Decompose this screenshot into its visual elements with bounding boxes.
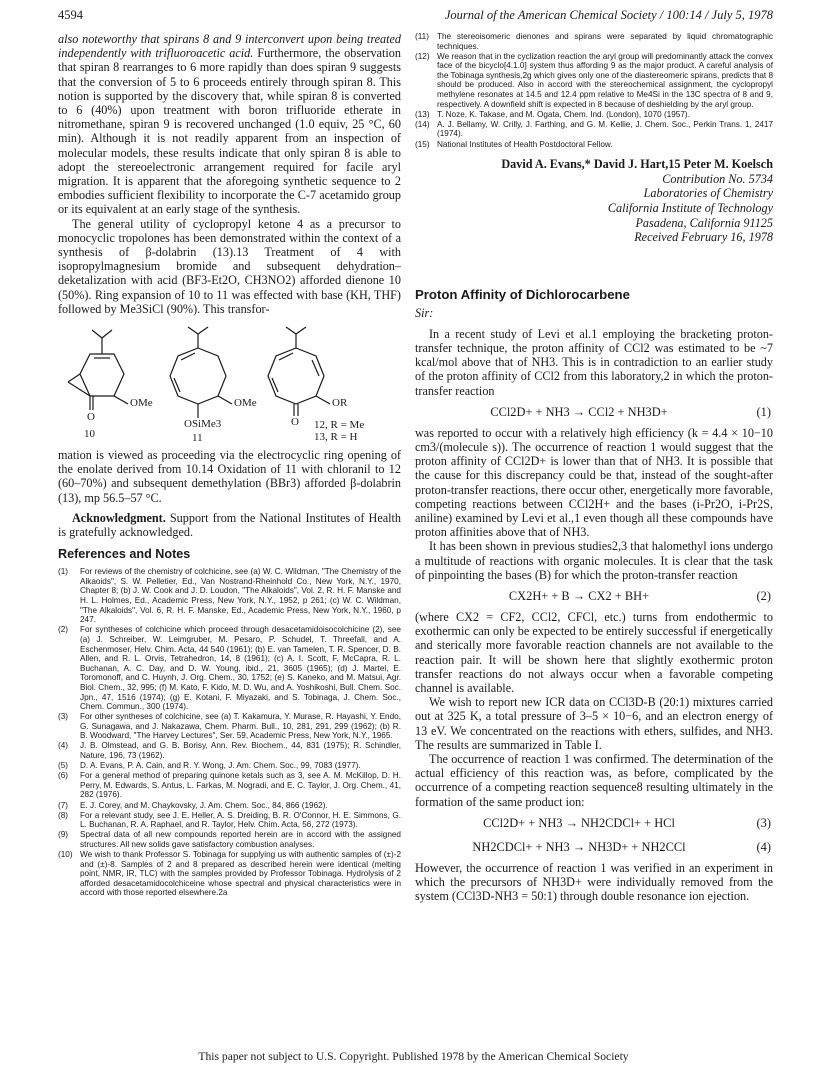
reference-number: (11)	[415, 32, 429, 41]
note-item	[415, 140, 773, 150]
reference-item	[58, 801, 401, 811]
equation-number: (2)	[756, 588, 771, 603]
reference-number: (9)	[58, 830, 69, 840]
paragraph-endothermic: (where CX2 = CF2, CCl2, CFCl, etc.) turns from endothermic to exothermic can only be expected to be entirely successful if energetically and sterically more favorable reaction channels are not available to the reaction pair. It will be shown here that slightly exothermic proton transfer reactions do not always occur when a favorable competing channel is available.	[415, 609, 773, 695]
reference-item	[58, 771, 401, 800]
author-names: David A. Evans,* David J. Hart,15 Peter M. Koelsch	[501, 157, 773, 172]
reference-text: E. J. Corey, and M. Chaykovsky, J. Am. Chem. Soc., 84, 866 (1962).	[80, 800, 328, 810]
reference-number: (5)	[58, 761, 69, 771]
copyright-footer: This paper not subject to U.S. Copyright. Published 1978 by the American Chemical Society	[198, 1050, 629, 1063]
paragraph-efficiency: was reported to occur with a relatively high efficiency (k = 4.4 × 10−10 cm3/(molecule s)). The occurrence of reaction 1 would suggest that the proton affinity of CCl2D+ is lower than that of NH3. It is possible that the cause for this discrepancy could be that, instead of the sought-after proton-transfer reactions, there occur other, energetically more favorable, competing reactions between CCl2H+ and the bases (i-Pr2O, i-Pr2S, aniline) examined by Levi et al.,1 even though all these compounds have proton affinities above that of NH3.	[415, 425, 773, 540]
signature-block	[415, 157, 773, 245]
reference-text: For other syntheses of colchicine, see (a) T. Kakamura, Y. Murase, R. Hayashi, Y. Endo, G. Sunagawa, and J. Nakazawa, Chem. Pharm. Bull., 10, 281, 291, 299 (1962); (b) R. B. Woodward, "The Harvey Lectures", Ser. 59, Academic Press, New York, N.Y., 1965.	[80, 712, 401, 741]
reference-item	[58, 830, 401, 849]
address-line: Laboratories of Chemistry	[643, 186, 773, 201]
equation-text: CCl2D+ + NH3 → NH2CDCl+ + HCl	[483, 815, 675, 830]
reference-item	[58, 567, 401, 625]
paragraph-intro: In a recent study of Levi et al.1 employing the bracketing proton-transfer technique, the proton affinity of CCl2 was estimated to be ~7 kcal/mol above that of NH3. This is in contradiction to an earlier study of the proton affinity of CCl2 from this laboratory,2 in which the proton-transfer reaction	[415, 326, 773, 398]
reference-text: For a relevant study, see J. E. Heller, A. S. Dreiding, B. R. O'Connor, H. E. Simmons, G. L. Buchanan, R. A. Raphael, and R. Taylor, Helv. Chim. Acta, 56, 272 (1973).	[80, 810, 401, 830]
reference-text: J. B. Olmstead, and G. B. Borisy, Ann. Rev. Biochem., 44, 831 (1975); R. Schindler, Nature, 196, 73 (1962).	[80, 741, 401, 761]
page-number: 4594	[58, 8, 83, 22]
equation-text: CX2H+ + B → CX2 + BH+	[508, 588, 650, 603]
reference-number: (14)	[415, 119, 430, 129]
compound-number-10: 10	[84, 428, 95, 441]
right-column	[415, 32, 773, 903]
label-osime3: OSiMe3	[184, 418, 222, 431]
paragraph-dolabrin: The general utility of cyclopropyl ketone 4 as a precursor to monocyclic tropolones has been demonstrated within the context of a synthesis of β-dolabrin (13).13 Treatment of 4 with isopropylmagnesium bromide and subsequent dehydration–deketalization with acid (BF3-Et2O, CH3NO2) afforded dienone 10 (50%). Ring expansion of 10 to 11 was effected with base (KH, THF) followed by Me3SiCl (90%). This transfor-	[58, 216, 401, 316]
notes-list	[415, 32, 773, 149]
reference-number: (15)	[415, 139, 430, 149]
paragraph-spirans	[58, 32, 401, 217]
reference-number: (7)	[58, 800, 69, 810]
reference-number: (6)	[58, 771, 69, 781]
compound-number-11: 11	[192, 432, 203, 445]
note-item	[415, 32, 773, 51]
ack-text: Support from the National Institutes of Health is gratefully acknowledged.	[58, 510, 401, 540]
reference-number: (4)	[58, 741, 69, 751]
address-line: California Institute of Technology	[607, 200, 773, 215]
paragraph-icr-data: We wish to report new ICR data on CCl3D-B (20:1) mixtures carried out at 325 K, a total pressure of 3–5 × 10−6, and an electron energy of 13 eV. We concentrated on the reactions with ethers, sulfides, and NH3. The results are summarized in Table I.	[415, 695, 773, 752]
left-column	[58, 32, 401, 898]
label-o-10: O	[87, 411, 95, 424]
references-list	[58, 567, 401, 898]
ring-11	[170, 348, 226, 404]
label-ome-11: OMe	[234, 397, 257, 410]
reference-text: For reviews of the chemistry of colchicine, see (a) W. C. Wildman, "The Chemistry of the Alkaoids", S. W. Pelletier, Ed., Van Nostrand-Rheinhold Co., New York, N.Y., 1970, Chapter 8; (b) J. W. Cook and J. D. Loudon, "The Alkaloids", Vol. 2, R. H. F. Manske and H. L. Holmes, Ed., Academic Press, New York, N.Y., 1952, p 261; (c) W. C. Wildman, "The Alkaloids", Vol. 6, R. H. F. Manske, Ed., Academic Press, New York, N.Y., 1960, p 247.	[80, 567, 401, 625]
reference-text: T. Noze, K. Takase, and M. Ogata, Chem. Ind. (London), 1070 (1957).	[437, 109, 690, 119]
label-o-12: O	[291, 416, 299, 429]
ring-10	[80, 354, 124, 396]
reference-number: (10)	[58, 850, 73, 859]
reference-text: Spectral data of all new compounds reported herein are in accord with the assigned structures. All new solids gave satisfactory combustion analyses.	[80, 830, 401, 849]
equation-number: (1)	[756, 404, 771, 419]
chemical-structures	[58, 324, 401, 444]
article-title: Proton Affinity of Dichlorocarbene	[415, 286, 630, 302]
reference-number: (12)	[415, 51, 430, 61]
equation-text: CCl2D+ + NH3 → CCl2 + NH3D+	[490, 404, 668, 419]
compound-number-13: 13, R = H	[314, 431, 358, 444]
reference-item	[58, 625, 401, 711]
note-item	[415, 110, 773, 120]
reference-text: A. J. Bellamy, W. Crilly, J. Farthing, and G. M. Kellie, J. Chem. Soc., Perkin Trans. 1, 2417 (1974).	[437, 119, 773, 139]
equation-text: NH2CDCl+ + NH3 → NH3D+ + NH2CCl	[472, 839, 686, 854]
equation-2	[415, 586, 773, 606]
reference-text: For syntheses of colchicine which proceed through desacetamidoisocolchicine (2), see (a) J. Schreiber, W. Leimgruber, M. Pesaro, P. Schudel, T. Threefall, and A. Eschenmoser, Helv. Chim. Acta, 44 540 (1961); (b) E. van Tamelen, T. R. Spencer, D. B. Allen, and R. L. Orvis, Tetrahedron, 14, 8 (1961); (c) A. I. Scott, F. McCapra, R. L. Buchanan, A. C. Day, and D. W. Young, ibid., 21, 3605 (1965); (d) J. Martel, E. Toromonoff, and C. Huynh, J. Org. Chem., 30, 1752; (e) S. Kaneko, and M. Matsui, Agr. Biol. Chem., 32, 995; (f) M. Kato, F. Kido, M. D. Wu, and A. Yoshikoshi, Bull. Chem. Soc. Jpn., 47, 1516 (1974); (g) E. Kotani, F. Miyazaki, and S. Tobinaga, J. Chem. Soc., Chem. Commun., 300 (1974).	[80, 625, 401, 712]
reference-item	[58, 741, 401, 760]
note-item	[415, 52, 773, 110]
equation-number: (3)	[756, 815, 771, 830]
paragraph-occurrence: The occurrence of reaction 1 was confirmed. The determination of the actual efficiency of this reaction was, as before, complicated by the occurrence of a competing reaction sequence8 resulting ultimately in the formation of the same product ion:	[415, 751, 773, 809]
reference-number: (3)	[58, 712, 69, 722]
ring-12	[268, 348, 324, 404]
paragraph-halomethyl: It has been shown in previous studies2,3 that halomethyl ions undergo a multitude of reactions with organic molecules. It is clear that the task of pinpointing the bases (B) for which the proton-transfer reaction	[415, 539, 773, 582]
reference-text: For a general method of preparing quinone ketals such as 3, see A. M. McKillop, D. H. Perry, M. Edwards, S. Antus, L. Farkas, M. Nogradi, and E. C. Taylor, J. Org. Chem., 41, 282 (1976).	[80, 771, 401, 800]
equation-number: (4)	[756, 839, 771, 854]
equation-4	[415, 837, 773, 857]
reference-text: We wish to thank Professor S. Tobinaga for supplying us with authentic samples of (±)-2 and (±)-8. Samples of 2 and 8 prepared as described herein were identical (melting point, NMR, IR, TLC) with the samples provided by Professor Tobinaga. Hydrolysis of 2 afforded desacetamidocolchiceine whose spectral and physical characteristics were in accord with those reported elsewhere.2a	[80, 850, 401, 898]
running-header	[58, 8, 773, 26]
paragraph-verification: However, the occurrence of reaction 1 was verified in an experiment in which the precursors of NH3D+ were individually removed from the system (CCl3D-NH3 = 50:1) through double resonance ion ejection.	[415, 860, 773, 904]
reference-number: (8)	[58, 810, 69, 820]
reference-text: We reason that in the cyclization reaction the aryl group will predominantly attack the convex face of the bicyclo[4.1.0] system thus affording 9 as the major product. A careful analysis of the Tobinaga synthesis,2g which gives only one of the diastereomeric spirans, predicts that 8 should be produced. Also in accord with the stereochemical assignment, the cyclopropyl methylene resonates at 14.5 and 12.4 ppm relative to Me4Si in the 13C spectra of 8 and 9, respectively. A downfield shift is expected in 8 because of deshielding by the aryl group.	[437, 51, 773, 109]
equation-3	[415, 813, 773, 833]
equation-1	[415, 402, 773, 422]
address-line: Pasadena, California 91125	[635, 215, 773, 230]
address-line: Contribution No. 5734	[662, 171, 773, 186]
compound-number-12: 12, R = Me	[314, 419, 365, 432]
paragraph-mechanism: mation is viewed as proceeding via the electrocyclic ring opening of the enolate derived from 10.14 Oxidation of 11 with chloranil to 12 (60–70%) and subsequent demethylation (BBr3) afforded β-dolabrin (13), mp 56.5–57 °C.	[58, 448, 401, 505]
reference-text: National Institutes of Health Postdoctoral Fellow.	[437, 139, 613, 149]
salutation: Sir:	[415, 305, 434, 320]
label-ome-10: OMe	[130, 397, 153, 410]
note-item	[415, 120, 773, 139]
reference-number: (2)	[58, 625, 69, 635]
reference-number: (13)	[415, 109, 430, 119]
reference-item	[58, 761, 401, 771]
ack-label: Acknowledgment.	[72, 510, 166, 525]
acknowledgment	[58, 511, 401, 539]
reference-text: The stereoisomeric dienones and spirans were separated by liquid chromatographic techniques.	[437, 32, 773, 51]
reference-item	[58, 712, 401, 741]
paragraph-text: Furthermore, the observation that spiran 8 rearranges to 6 more rapidly than does spiran 9 suggests that the conversion of 5 to 6 proceeds entirely through spiran 8. This notion is supported by the discovery that, while spiran 8 is converted to 6 (40%) upon treatment with boron trifluoride etherate in nitromethane, spiran 9 is recovered unchanged (1.0 equiv, 25 °C, 60 min). Although it is not readily apparent from an inspection of molecular models, these results indicate that only spiran 8 is able to adopt the stereoelectronic arrangement required for facile aryl migration. It is apparent that the aforegoing synthetic sequence to 2 embodies sufficient flexibility to incorporate the C-7 acetamido group or its equivalent at an early stage of the synthesis.	[58, 46, 401, 217]
received-date: Received February 16, 1978	[634, 230, 773, 245]
reference-item	[58, 811, 401, 830]
reference-number: (1)	[58, 567, 69, 577]
italic-lead: also noteworthy that spirans 8 and 9 interconvert upon being treated independently with trifluoroacetic acid.	[58, 32, 401, 61]
reference-item	[58, 850, 401, 898]
reference-text: D. A. Evans, P. A. Cain, and R. Y. Wong, J. Am. Chem. Soc., 99, 7083 (1977).	[80, 761, 361, 771]
journal-citation: Journal of the American Chemical Society / 100:14 / July 5, 1978	[444, 8, 773, 22]
references-heading: References and Notes	[58, 547, 191, 562]
label-or: OR	[332, 397, 348, 410]
